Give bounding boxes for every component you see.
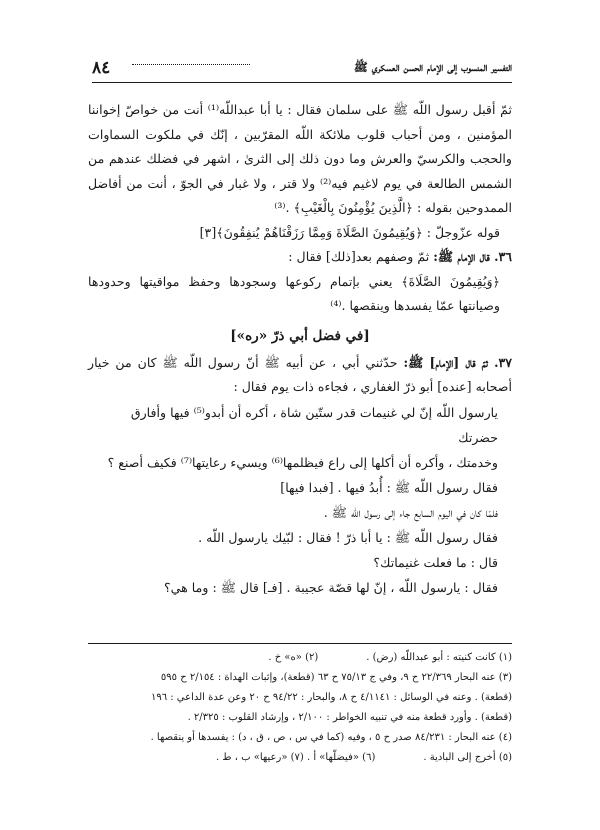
- dialog-line: وخدمتك ، وأكره أن أكلها إلى راع فيظلمها⁽⁶⁾ ويسيء رعايتها⁽⁷⁾ فكيف أصنع ؟: [107, 454, 498, 470]
- paragraph-36: [88, 245, 512, 270]
- dialog-line: فقال رسول اللّه ﷺ : يا أبا ذرّ ! فقال : لبّيك يارسول اللّه .: [198, 529, 498, 545]
- dialog-line: فقال : يارسول اللّه ، إنّ لها قصّة عجيبة . [فـ] قال ﷺ : وما هي؟: [163, 579, 498, 595]
- footnote: (قطعة) . وأورد قطعة منه في تنبيه الخواطر : ٢/١٠٠ ، وإرشاد القلوب : ٢/٣٢٥ .: [187, 712, 512, 723]
- hadith-37-text: حدّثني أبي ، عن أبيه ﷺ أنّ رسول اللّه ﷺ كان من خيار أصحابه [عنده] أبو ذرّ الغفاري ، فجاءه ذات يوم فقال :: [88, 354, 512, 394]
- hadith-number-37: ٣٧. ثمّ قال [الإمام] ﷺ:: [403, 354, 512, 370]
- main-text: [88, 98, 512, 600]
- paragraph-prayer: ﴿وَيُقِيمُونَ الصَّلَاةَ﴾ يعني بإتمام ركوعها وسجودها وحفظ مواقيتها وحدودها وصيانتها عمّا يفسدها وينقصها .⁽⁴⁾: [88, 273, 500, 313]
- page-number: ٨٤: [92, 58, 111, 78]
- running-title: التفسير المنسوب إلى الإمام الحسن العسكري ﷺ: [353, 60, 512, 74]
- footnote: (قطعة) . وعنه في الوسائل : ٤/١١٤١ ح ٨، والبحار : ٩٤/٢٢ ح ٢٠ وعن عدة الداعي : ١٩٦: [150, 692, 512, 703]
- footnotes: [88, 643, 512, 768]
- hadith-36-text: ثمّ وصفهم بعد[ذلك] فقال :: [288, 249, 430, 264]
- paragraph-salman: ثمّ أقبل رسول اللّه ﷺ على سلمان فقال : يا أبا عبداللّه⁽¹⁾ أنت من خواصّ إخواننا المؤمنين ، ومن أحباب قلوب ملائكة اللّه المقرّبين ، إنّك في ملكوت السماوات والحجب والكرسيّ والعرش وما دون ذلك إلى الثرىٰ ، اشهر في فضلك عندهم من الشمس الطالعة في يوم لاغيم فيه⁽²⁾ ولا قتر ، ولا غبار في الجوّ ، أنت من أفاضل الممدوحين بقوله : ﴿الَّذِينَ يُؤْمِنُونَ بِالْغَيْبِ﴾ .⁽³⁾: [88, 102, 512, 215]
- dialog-line: يارسول اللّه إنّ لي غنيمات قدر ستّين شاة ، أكره أن أبدو⁽⁵⁾ فيها وأفارق حضرتك: [130, 404, 498, 445]
- paragraph-37: [88, 351, 512, 400]
- footnote: (١) كانت كنيته : أبو عبداللّه (رض) .(٢) «ه» خ .: [268, 652, 512, 663]
- dialog-line: فقال رسول اللّه ﷺ : أُبدُ فيها . [فبدا فيها]: [280, 479, 498, 495]
- running-header: [92, 58, 512, 83]
- hadith-number-36: ٣٦. قال الإمام ﷺ:: [433, 249, 512, 264]
- footnote: (٤) عنه البحار : ٨٤/٢٣١ صدر ح ٥ ، وفيه (كما في س ، ص ، ق ، د) : يفسدها أو ينقصها .: [150, 732, 512, 743]
- footnote: (٥) أخرج إلى البادية .(٦) «فيضلّها» أ . (٧) «رعيها» ب ، ط .: [215, 752, 512, 763]
- header-dotted-rule: [132, 64, 250, 65]
- dialog-line: قال : ما فعلت غنيماتك؟: [373, 554, 498, 570]
- footnote: (٣) عنه البحار ٢٢/٣٦٩ ح ٩، وفي ج ٧٥/١٣ ح ٦٣ (قطعة)، وإثبات الهداة : ٢/١٥٤ ح ٥٩٥: [160, 672, 512, 683]
- dialog-line: فلمّا كان في اليوم السابع جاء إلى رسول اللّه ﷺ .: [323, 504, 498, 520]
- verse-line: قوله عزّوجلّ : ﴿وَيُقِيمُونَ الصَّلَاةَ وَمِمَّا رَزَقْنَاهُمْ يُنفِقُونَ﴾[٣]: [199, 224, 500, 240]
- section-heading: [في فضل أبي ذرّ «ره»]: [230, 327, 370, 344]
